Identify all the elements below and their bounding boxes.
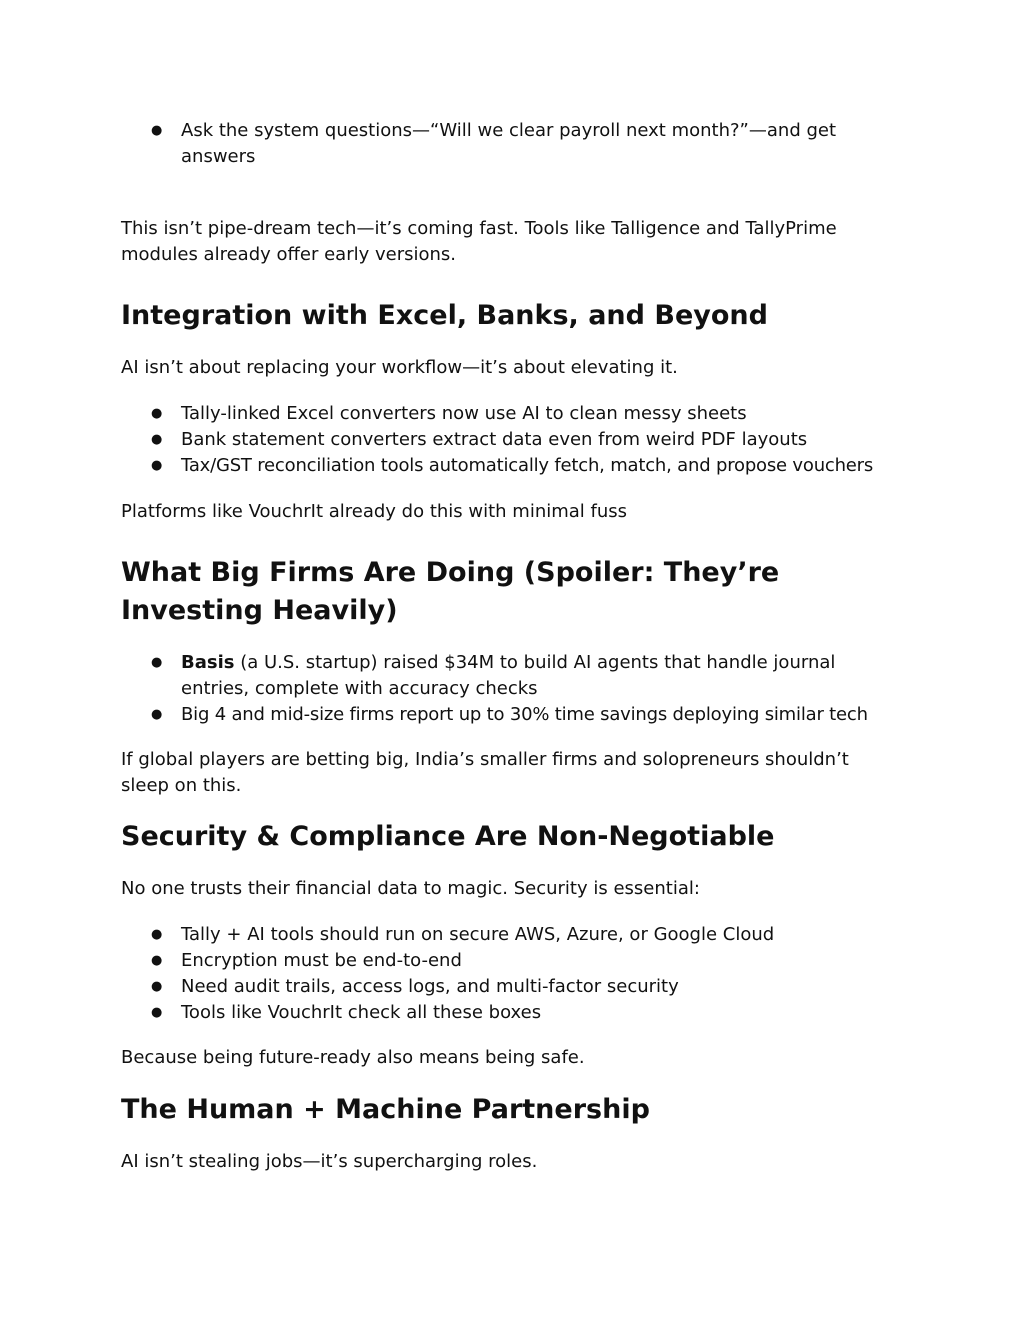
bullet-icon: ● <box>151 123 163 138</box>
list-item <box>121 650 911 702</box>
list-item <box>121 948 911 974</box>
bullet-icon: ● <box>151 979 163 994</box>
bullet-icon: ● <box>151 406 163 421</box>
paragraph-big-firms-outro: If global players are betting big, India’s smaller firms and solopreneurs shouldn’t sleep on this. <box>121 749 849 796</box>
list-item-text: Tools like VouchrIt check all these boxes <box>181 1002 542 1023</box>
bullet-icon: ● <box>151 458 163 473</box>
list-item <box>121 401 911 427</box>
list-item <box>121 922 911 948</box>
list-item-text: Bank statement converters extract data even from weird PDF layouts <box>181 429 808 450</box>
bullet-icon: ● <box>151 707 163 722</box>
bullet-icon: ● <box>151 432 163 447</box>
list-item-text: (a U.S. startup) raised $34M to build AI agents that handle journal entries, complete with accuracy checks <box>181 652 836 699</box>
paragraph-pipe-dream: This isn’t pipe-dream tech—it’s coming fast. Tools like Talligence and TallyPrime modules already offer early versions. <box>121 218 837 265</box>
heading-security: Security & Compliance Are Non-Negotiable <box>121 821 775 852</box>
paragraph-partnership-intro: AI isn’t stealing jobs—it’s supercharging roles. <box>121 1151 538 1172</box>
list-item <box>121 453 911 479</box>
list-item <box>121 427 911 453</box>
heading-partnership: The Human + Machine Partnership <box>121 1094 650 1125</box>
list-item-text: Tally + AI tools should run on secure AWS, Azure, or Google Cloud <box>181 924 775 945</box>
list-item <box>121 1000 911 1026</box>
heading-big-firms: What Big Firms Are Doing (Spoiler: They’re Investing Heavily) <box>121 557 780 626</box>
list-item <box>121 118 841 170</box>
list-item-text: Tax/GST reconciliation tools automatically fetch, match, and propose vouchers <box>181 455 874 476</box>
paragraph-security-outro: Because being future-ready also means being safe. <box>121 1047 585 1068</box>
bullet-icon: ● <box>151 953 163 968</box>
list-item-text: Ask the system questions—“Will we clear payroll next month?”—and get answers <box>181 120 837 167</box>
list-item <box>121 702 911 728</box>
list-item-text: Tally-linked Excel converters now use AI to clean messy sheets <box>181 403 747 424</box>
bullet-icon: ● <box>151 927 163 942</box>
list-item-text: Encryption must be end-to-end <box>181 950 462 971</box>
bullet-icon: ● <box>151 1005 163 1020</box>
bullet-list-security <box>121 922 911 1026</box>
list-item-bold: Basis <box>181 652 235 673</box>
bullet-icon: ● <box>151 655 163 670</box>
paragraph-integration-outro: Platforms like VouchrIt already do this with minimal fuss <box>121 501 628 522</box>
list-item-text: Need audit trails, access logs, and multi-factor security <box>181 976 679 997</box>
bullet-list-continued <box>121 118 841 170</box>
paragraph-integration-intro: AI isn’t about replacing your workflow—it’s about elevating it. <box>121 357 678 378</box>
paragraph-security-intro: No one trusts their financial data to magic. Security is essential: <box>121 878 700 899</box>
bullet-list-big-firms <box>121 650 911 728</box>
bullet-list-integration <box>121 401 911 479</box>
heading-integration: Integration with Excel, Banks, and Beyond <box>121 300 768 331</box>
list-item-text: Big 4 and mid-size firms report up to 30% time savings deploying similar tech <box>181 704 868 725</box>
list-item <box>121 974 911 1000</box>
